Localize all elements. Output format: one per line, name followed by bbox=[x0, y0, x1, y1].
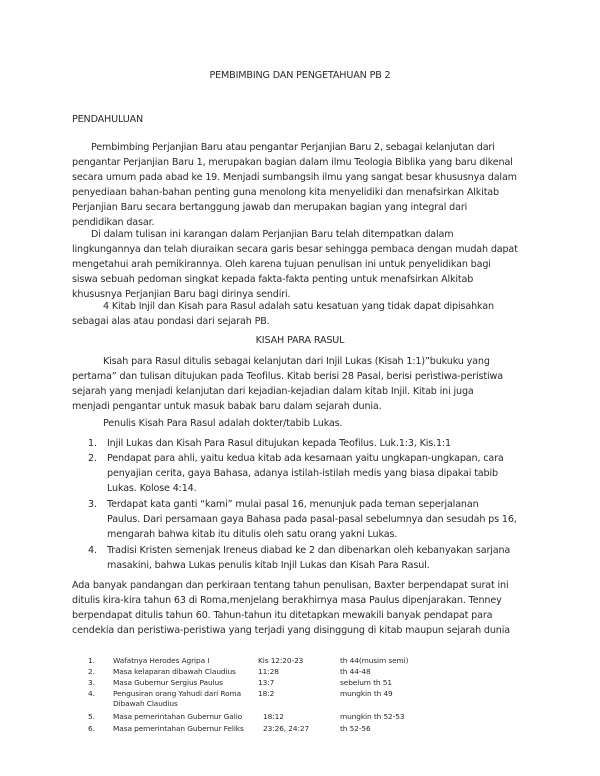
paragraph-line: ditulis kira-kira tahun 63 di Roma,menjelang berakhirnya masa Paulus dipenjarakan. Tenney bbox=[72, 595, 502, 606]
table-cell-num: 5. bbox=[88, 712, 95, 721]
paragraph-line: lingkungannya dan telah diuraikan secara garis besar sehingga pembaca dengan mudah dapat bbox=[72, 244, 518, 255]
table-cell-num: 6. bbox=[88, 724, 95, 733]
table-cell-event: Dibawah Claudius bbox=[113, 699, 178, 708]
table-cell-num: 4. bbox=[88, 689, 95, 698]
table-cell-ref: 13:7 bbox=[258, 678, 275, 687]
paragraph-line: 4 Kitab Injil dan Kisah para Rasul adalah satu kesatuan yang tidak dapat dipisahkan bbox=[103, 301, 494, 312]
table-cell-event: Masa Gubernur Sergius Paulus bbox=[113, 678, 223, 687]
table-cell-event: Masa pemerintahan Gubernur Galio bbox=[113, 712, 243, 721]
paragraph-line: Pembimbing Perjanjian Baru atau pengantar Perjanjian Baru 2, sebagai kelanjutan dari bbox=[91, 142, 495, 153]
table-cell-event: Pengusiran orang Yahudi dari Roma bbox=[113, 689, 242, 698]
table-cell-event: Masa pemerintahan Gubernur Feliks bbox=[113, 724, 244, 733]
list-item-line: mengarah bahwa kitab itu ditulis oleh satu orang yakni Lukas. bbox=[107, 529, 398, 540]
table-cell-year: th 44(musim semi) bbox=[340, 656, 409, 665]
table-cell-ref: Kis 12:20-23 bbox=[258, 656, 304, 665]
paragraph-line: pengantar Perjanjian Baru 1, merupakan bagian dalam ilmu Teologia Biblika yang baru dikenal bbox=[72, 157, 513, 168]
table-cell-event: Masa kelaparan dibawah Claudius bbox=[113, 667, 236, 676]
paragraph-line: Ada banyak pandangan dan perkiraan tentang tahun penulisan, Baxter berpendapat surat ini bbox=[72, 580, 509, 591]
paragraph-line: siswa sebuah pedoman singkat kepada fakta-fakta penting untuk menafsirkan Alkitab bbox=[72, 274, 474, 285]
paragraph-line: pendidikan dasar. bbox=[72, 217, 155, 228]
list-item-line: Tradisi Kristen semenjak Ireneus diabad ke 2 dan dibenarkan oleh kebanyakan sarjana bbox=[107, 545, 511, 556]
paragraph-line: secara umum pada abad ke 19. Menjadi sumbangsih ilmu yang sangat besar khususnya dalam bbox=[72, 172, 517, 183]
table-cell-year: th 44-48 bbox=[340, 667, 371, 676]
list-number: 3. bbox=[88, 499, 97, 510]
paragraph-line: sebagai alas atau pondasi dari sejarah PB. bbox=[72, 316, 270, 327]
table-cell-ref: 11:28 bbox=[258, 667, 279, 676]
paragraph-line: Kisah para Rasul ditulis sebagai kelanjutan dari Injil Lukas (Kisah 1:1)”bukuku yang bbox=[103, 356, 490, 367]
paragraph-line: menjadi pengantar untuk masuk babak baru dalam sejarah dunia. bbox=[72, 401, 382, 412]
table-cell-num: 1. bbox=[88, 656, 95, 665]
paragraph-line: penyediaan bahan-bahan penting guna menolong kita menyelidiki dan menafsirkan Alkitab bbox=[72, 187, 499, 198]
list-item-line: Pendapat para ahli, yaitu kedua kitab ada kesamaan yaitu ungkapan-ungkapan, cara bbox=[107, 453, 504, 464]
paragraph-line: mengetahui arah pemikirannya. Oleh karena tujuan penulisan ini untuk penyelidikan bagi bbox=[72, 259, 491, 270]
paragraph-line: Di dalam tulisan ini karangan dalam Perjanjian Baru telah ditempatkan dalam bbox=[91, 229, 454, 240]
table-cell-ref: 18:12 bbox=[263, 712, 284, 721]
list-item-line: Paulus. Dari persamaan gaya Bahasa pada pasal-pasal sebelumnya dan sesudah ps 16, bbox=[107, 514, 517, 525]
list-item-line: Injil Lukas dan Kisah Para Rasul ditujukan kepada Teofilus. Luk.1:3, Kis.1:1 bbox=[107, 438, 451, 449]
table-cell-year: sebelum th 51 bbox=[340, 678, 392, 687]
paragraph-line: pertama” dan tulisan ditujukan pada Teofilus. Kitab berisi 28 Pasal, berisi peristiwa-peristiwa bbox=[72, 371, 503, 382]
list-item-line: masakini, bahwa Lukas penulis kitab Injil Lukas dan Kisah Para Rasul. bbox=[107, 560, 430, 571]
page-title: PEMBIMBING DAN PENGETAHUAN PB 2 bbox=[209, 70, 391, 81]
list-item-line: Terdapat kata ganti “kami” mulai pasal 16, menunjuk pada teman seperjalanan bbox=[107, 499, 479, 510]
paragraph-line: sejarah yang menjadi kelanjutan dari kejadian-kejadian dalam kitab Injil. Kitab ini juga bbox=[72, 386, 474, 397]
paragraph-line: berpendapat ditulis tahun 60. Tahun-tahun itu ditetapkan mewakili banyak pendapat para bbox=[72, 610, 493, 621]
table-cell-event: Wafatnya Herodes Agripa I bbox=[113, 656, 210, 665]
list-number: 2. bbox=[88, 453, 97, 464]
list-number: 4. bbox=[88, 545, 97, 556]
paragraph-line: cendekia dan peristiwa-peristiwa yang terjadi yang disinggung di kitab maupun sejarah dunia bbox=[72, 625, 510, 636]
table-cell-ref: 18:2 bbox=[258, 689, 275, 698]
list-number: 1. bbox=[88, 438, 97, 449]
table-cell-year: th 52-56 bbox=[340, 724, 371, 733]
table-cell-year: mungkin th 49 bbox=[340, 689, 393, 698]
list-item-line: Lukas. Kolose 4:14. bbox=[107, 483, 197, 494]
table-cell-num: 3. bbox=[88, 678, 95, 687]
paragraph-line: Penulis Kisah Para Rasul adalah dokter/tabib Lukas. bbox=[103, 418, 343, 429]
paragraph-line: Perjanjian Baru secara bertanggung jawab dan merupakan bagian yang integral dari bbox=[72, 202, 468, 213]
table-cell-num: 2. bbox=[88, 667, 95, 676]
table-cell-year: mungkin th 52-53 bbox=[340, 712, 405, 721]
table-cell-ref: 23:26, 24:27 bbox=[263, 724, 310, 733]
paragraph-line: khususnya Perjanjian Baru bagi dirinya sendiri. bbox=[72, 289, 291, 300]
section-heading-pendahuluan: PENDAHULUAN bbox=[72, 114, 144, 125]
list-item-line: penyajian cerita, gaya Bahasa, adanya istilah-istilah medis yang biasa dipakai tabib bbox=[107, 468, 498, 479]
section-heading-kisah: KISAH PARA RASUL bbox=[255, 335, 345, 346]
